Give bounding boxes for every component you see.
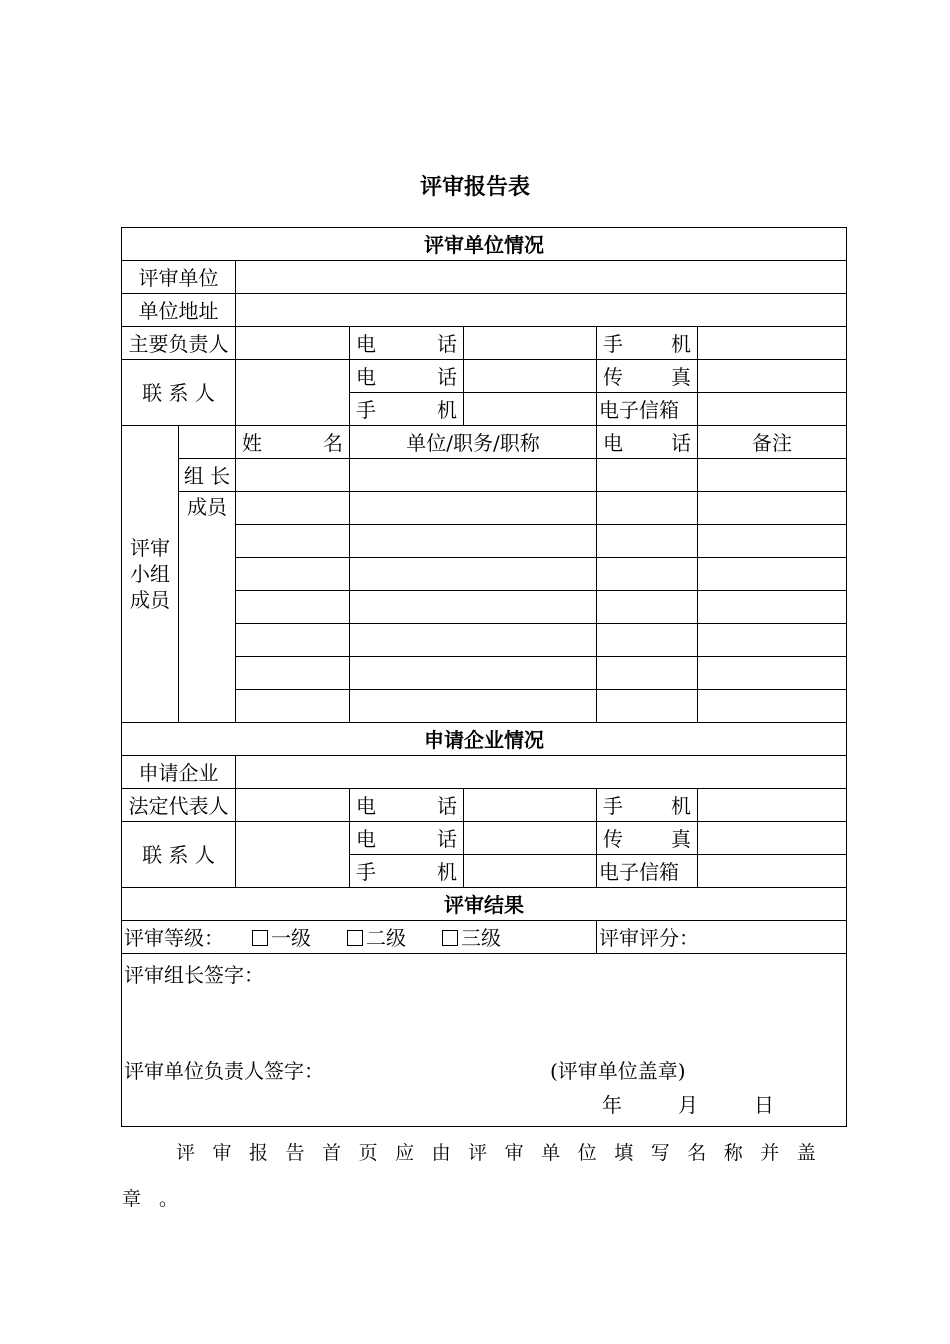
team-row-note[interactable]: [698, 459, 847, 492]
footnote-char: 由: [431, 1142, 451, 1164]
team-row-phone[interactable]: [597, 591, 698, 624]
team-row-note[interactable]: [698, 525, 847, 558]
review-team-label: 评审 小组 成员: [122, 426, 179, 723]
legal-phone-label: 电 话: [350, 789, 464, 822]
footnote-char: 写: [650, 1142, 670, 1164]
footnote-char: 称: [723, 1142, 743, 1164]
team-row-position[interactable]: [350, 624, 597, 657]
review-unit-label: 评审单位: [122, 261, 236, 294]
contact-email-label: 电子信箱: [597, 393, 698, 426]
legal-rep-field[interactable]: [236, 789, 350, 822]
footnote-char: 审: [504, 1142, 524, 1164]
team-row-note[interactable]: [698, 492, 847, 525]
applicant-fax-label: 传 真: [597, 822, 698, 855]
team-row-name[interactable]: [236, 492, 350, 525]
team-row-position[interactable]: [350, 525, 597, 558]
contact-phone-label: 电 话: [350, 360, 464, 393]
footnote-char: 盖: [796, 1142, 816, 1164]
level-2-checkbox[interactable]: [347, 930, 363, 946]
footnote-line2: 章。: [122, 1188, 197, 1210]
section-heading-result: 评审结果: [122, 888, 847, 921]
team-row-note[interactable]: [698, 624, 847, 657]
legal-mobile-label: 手 机: [597, 789, 698, 822]
leader-mobile-label: 手 机: [597, 327, 698, 360]
applicant-contact-label: 联 系 人: [122, 822, 236, 888]
company-label: 申请企业: [122, 756, 236, 789]
contact-email-field[interactable]: [698, 393, 847, 426]
footnote-char: 评: [468, 1142, 488, 1164]
applicant-mobile-label: 手 机: [350, 855, 464, 888]
footnote-char: 填: [614, 1142, 634, 1164]
footnote-line1: [176, 1138, 816, 1165]
company-field[interactable]: [236, 756, 847, 789]
unit-head-signature-label: 评审单位负责人签字：: [124, 1059, 324, 1083]
level-3-label: 三级: [461, 926, 501, 950]
team-row-name[interactable]: [236, 624, 350, 657]
unit-address-field[interactable]: [236, 294, 847, 327]
footnote-char: 首: [322, 1142, 342, 1164]
team-row-position[interactable]: [350, 558, 597, 591]
team-row-note[interactable]: [698, 591, 847, 624]
date-line: [602, 1090, 774, 1120]
leader-mobile-field[interactable]: [698, 327, 847, 360]
contact-label: 联 系 人: [122, 360, 236, 426]
footnote-char: 位: [577, 1142, 597, 1164]
footnote-char: 单: [541, 1142, 561, 1164]
review-report-table: [121, 227, 847, 1127]
footnote-char: 页: [358, 1142, 378, 1164]
seal-label: (评审单位盖章): [550, 1059, 686, 1083]
footnote-char: 应: [395, 1142, 415, 1164]
team-row-position[interactable]: [350, 657, 597, 690]
footnote-char: 告: [285, 1142, 305, 1164]
legal-mobile-field[interactable]: [698, 789, 847, 822]
date-day: 日: [754, 1093, 774, 1117]
team-row-name[interactable]: [236, 558, 350, 591]
level-1-checkbox[interactable]: [252, 930, 268, 946]
team-row-name[interactable]: [236, 657, 350, 690]
team-row-name[interactable]: [236, 459, 350, 492]
review-unit-field[interactable]: [236, 261, 847, 294]
col-note-header: 备注: [698, 426, 847, 459]
team-row-name[interactable]: [236, 690, 350, 723]
footnote-char: 名: [687, 1142, 707, 1164]
signature-area[interactable]: [122, 954, 847, 1127]
review-score-cell[interactable]: [597, 921, 847, 954]
level-1-label: 一级: [271, 926, 311, 950]
level-3-checkbox[interactable]: [442, 930, 458, 946]
applicant-phone-label: 电 话: [350, 822, 464, 855]
applicant-mobile-field[interactable]: [464, 855, 597, 888]
legal-phone-field[interactable]: [464, 789, 597, 822]
col-position-header: 单位/职务/职称: [350, 426, 597, 459]
unit-address-label: 单位地址: [122, 294, 236, 327]
contact-fax-label: 传 真: [597, 360, 698, 393]
applicant-fax-field[interactable]: [698, 822, 847, 855]
date-month: 月: [678, 1093, 698, 1117]
section-heading-review-unit: 评审单位情况: [122, 228, 847, 261]
team-row-note[interactable]: [698, 657, 847, 690]
legal-rep-label: 法定代表人: [122, 789, 236, 822]
contact-mobile-label: 手 机: [350, 393, 464, 426]
date-year: 年: [602, 1093, 622, 1117]
contact-phone-field[interactable]: [464, 360, 597, 393]
footnote-char: 报: [249, 1142, 269, 1164]
contact-fax-field[interactable]: [698, 360, 847, 393]
team-row-name[interactable]: [236, 525, 350, 558]
applicant-email-label: 电子信箱: [597, 855, 698, 888]
review-score-label: 评审评分：: [599, 926, 699, 950]
footnote-char: 并: [760, 1142, 780, 1164]
leader-signature-label: 评审组长签字：: [124, 963, 264, 987]
team-member-role: 成员: [179, 492, 236, 723]
applicant-contact-field[interactable]: [236, 822, 350, 888]
leader-phone-field[interactable]: [464, 327, 597, 360]
team-leader-role: 组 长: [179, 459, 236, 492]
team-row-note[interactable]: [698, 690, 847, 723]
applicant-phone-field[interactable]: [464, 822, 597, 855]
leader-phone-label: 电 话: [350, 327, 464, 360]
col-phone-header: 电 话: [597, 426, 698, 459]
level-2-label: 二级: [366, 926, 406, 950]
team-row-phone[interactable]: [597, 690, 698, 723]
footnote-char: 评: [176, 1142, 196, 1164]
team-row-position[interactable]: [350, 591, 597, 624]
review-level-cell: [122, 921, 597, 954]
leader-label: 主要负责人: [122, 327, 236, 360]
team-row-phone[interactable]: [597, 492, 698, 525]
team-row-phone[interactable]: [597, 558, 698, 591]
section-heading-applicant: 申请企业情况: [122, 723, 847, 756]
footnote-char: 审: [212, 1142, 232, 1164]
leader-field[interactable]: [236, 327, 350, 360]
page-title: 评审报告表: [419, 175, 530, 200]
applicant-email-field[interactable]: [698, 855, 847, 888]
team-row-phone[interactable]: [597, 624, 698, 657]
review-level-label: 评审等级：: [124, 926, 224, 950]
col-name-header: 姓 名: [236, 426, 350, 459]
contact-field[interactable]: [236, 360, 350, 426]
team-row-name[interactable]: [236, 591, 350, 624]
team-row-position[interactable]: [350, 492, 597, 525]
team-row-position[interactable]: [350, 690, 597, 723]
team-row-phone[interactable]: [597, 459, 698, 492]
team-row-phone[interactable]: [597, 525, 698, 558]
team-row-position[interactable]: [350, 459, 597, 492]
team-row-note[interactable]: [698, 558, 847, 591]
role-header-cell: [179, 426, 236, 459]
contact-mobile-field[interactable]: [464, 393, 597, 426]
team-row-phone[interactable]: [597, 657, 698, 690]
